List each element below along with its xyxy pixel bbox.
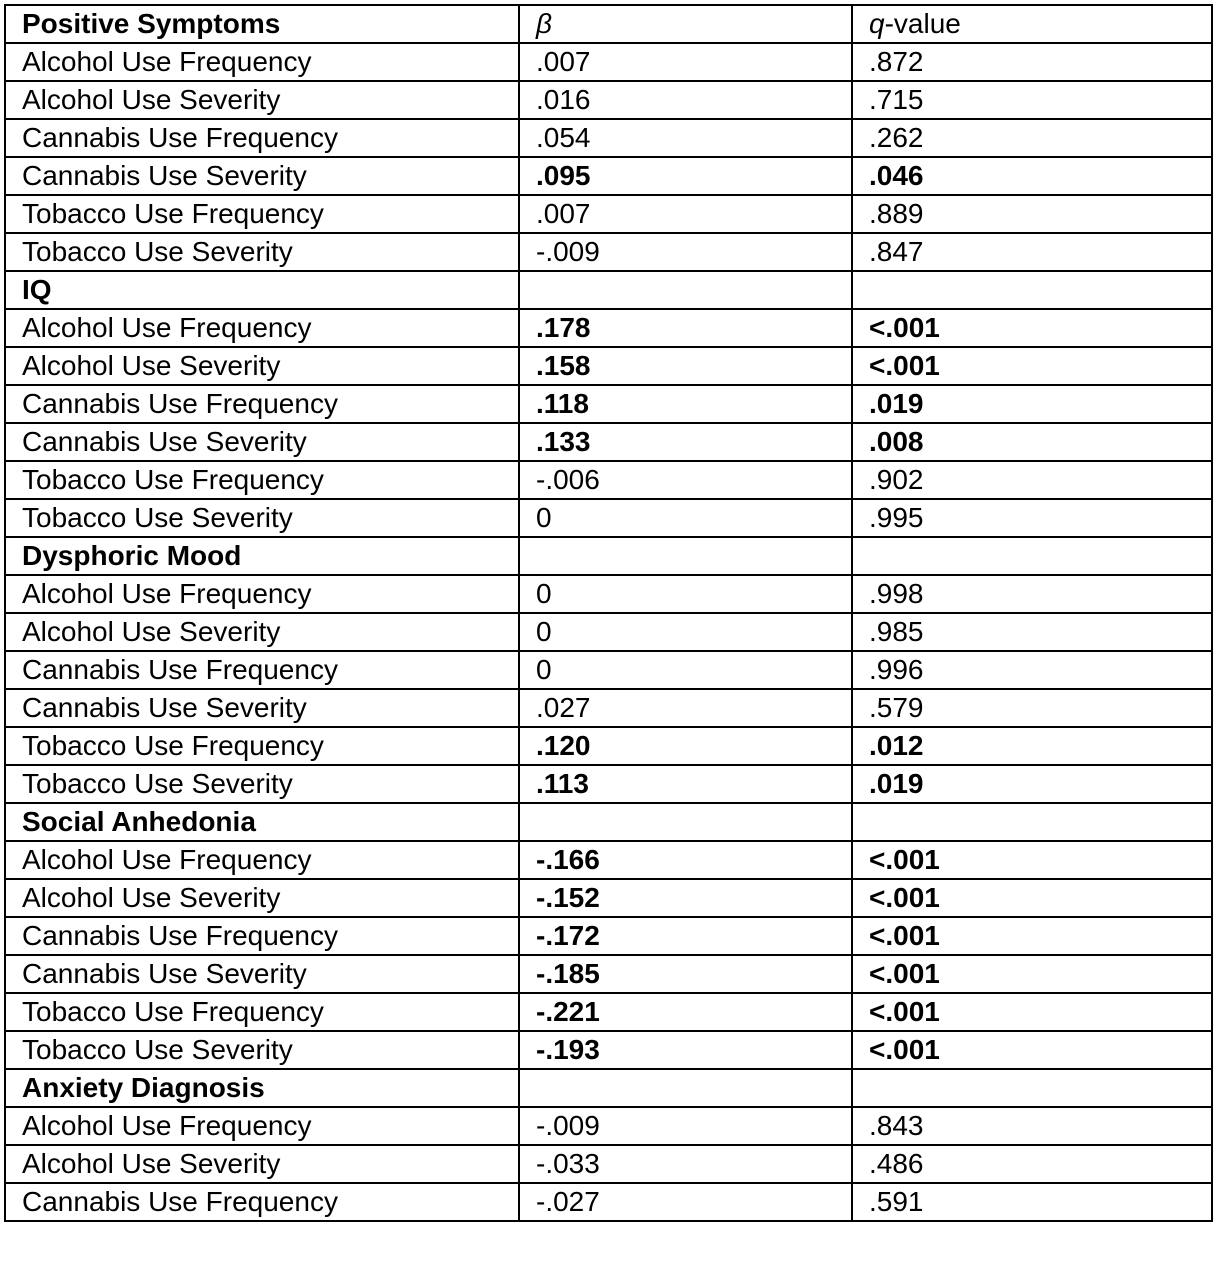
table-row xyxy=(5,119,1212,157)
empty-cell xyxy=(519,537,852,575)
q-value: .872 xyxy=(852,43,1212,81)
q-value: .996 xyxy=(852,651,1212,689)
q-value: .579 xyxy=(852,689,1212,727)
predictor-label: Alcohol Use Frequency xyxy=(5,309,519,347)
table-row xyxy=(5,385,1212,423)
section-header-row xyxy=(5,271,1212,309)
q-value: .985 xyxy=(852,613,1212,651)
q-value: <.001 xyxy=(852,993,1212,1031)
beta-value: -.033 xyxy=(519,1145,852,1183)
predictor-label: Cannabis Use Severity xyxy=(5,157,519,195)
q-value-column-header xyxy=(852,5,1212,43)
beta-value: .027 xyxy=(519,689,852,727)
table-row xyxy=(5,347,1212,385)
beta-value: .120 xyxy=(519,727,852,765)
beta-column-header xyxy=(519,5,852,43)
q-value: .715 xyxy=(852,81,1212,119)
table-row xyxy=(5,81,1212,119)
results-table xyxy=(4,4,1213,1222)
q-value: .486 xyxy=(852,1145,1212,1183)
section-title: Anxiety Diagnosis xyxy=(5,1069,519,1107)
beta-value: -.166 xyxy=(519,841,852,879)
predictor-label: Cannabis Use Frequency xyxy=(5,917,519,955)
q-value: <.001 xyxy=(852,955,1212,993)
section-title: Social Anhedonia xyxy=(5,803,519,841)
q-value: <.001 xyxy=(852,879,1212,917)
empty-cell xyxy=(519,271,852,309)
q-value: <.001 xyxy=(852,841,1212,879)
predictor-label: Cannabis Use Frequency xyxy=(5,651,519,689)
beta-value: 0 xyxy=(519,499,852,537)
predictor-label: Cannabis Use Severity xyxy=(5,423,519,461)
beta-value: .118 xyxy=(519,385,852,423)
predictor-label: Cannabis Use Frequency xyxy=(5,119,519,157)
q-value: <.001 xyxy=(852,1031,1212,1069)
q-value: .843 xyxy=(852,1107,1212,1145)
predictor-label: Alcohol Use Severity xyxy=(5,1145,519,1183)
q-value: .046 xyxy=(852,157,1212,195)
beta-value: -.027 xyxy=(519,1183,852,1221)
predictor-label: Alcohol Use Frequency xyxy=(5,1107,519,1145)
beta-value: .007 xyxy=(519,43,852,81)
predictor-label: Tobacco Use Severity xyxy=(5,765,519,803)
predictor-label: Tobacco Use Frequency xyxy=(5,993,519,1031)
q-value: .902 xyxy=(852,461,1212,499)
table-row xyxy=(5,195,1212,233)
table-header-row xyxy=(5,5,1212,43)
section-title: IQ xyxy=(5,271,519,309)
section-header-row xyxy=(5,1069,1212,1107)
beta-value: .054 xyxy=(519,119,852,157)
empty-cell xyxy=(519,1069,852,1107)
q-value: .998 xyxy=(852,575,1212,613)
q-value: .262 xyxy=(852,119,1212,157)
empty-cell xyxy=(852,537,1212,575)
beta-value: .178 xyxy=(519,309,852,347)
q-value: .012 xyxy=(852,727,1212,765)
q-letter: q xyxy=(869,8,885,39)
table-row xyxy=(5,233,1212,271)
beta-value: .113 xyxy=(519,765,852,803)
beta-value: 0 xyxy=(519,651,852,689)
table-row xyxy=(5,461,1212,499)
beta-value: -.172 xyxy=(519,917,852,955)
beta-value: 0 xyxy=(519,613,852,651)
beta-value: -.193 xyxy=(519,1031,852,1069)
empty-cell xyxy=(852,1069,1212,1107)
table-row xyxy=(5,575,1212,613)
table-row xyxy=(5,993,1212,1031)
predictor-label: Alcohol Use Severity xyxy=(5,613,519,651)
table-row xyxy=(5,499,1212,537)
table-row xyxy=(5,879,1212,917)
predictor-label: Alcohol Use Frequency xyxy=(5,575,519,613)
predictor-label: Tobacco Use Severity xyxy=(5,233,519,271)
q-value: .591 xyxy=(852,1183,1212,1221)
section-title: Positive Symptoms xyxy=(5,5,519,43)
table-row xyxy=(5,1145,1212,1183)
table-row xyxy=(5,917,1212,955)
beta-value: -.221 xyxy=(519,993,852,1031)
section-title: Dysphoric Mood xyxy=(5,537,519,575)
predictor-label: Tobacco Use Frequency xyxy=(5,461,519,499)
table-row xyxy=(5,727,1212,765)
table-row xyxy=(5,157,1212,195)
empty-cell xyxy=(852,271,1212,309)
table-row xyxy=(5,689,1212,727)
predictor-label: Cannabis Use Severity xyxy=(5,689,519,727)
table-row xyxy=(5,765,1212,803)
beta-symbol: β xyxy=(536,8,552,39)
predictor-label: Alcohol Use Severity xyxy=(5,81,519,119)
beta-value: .158 xyxy=(519,347,852,385)
q-value: .019 xyxy=(852,385,1212,423)
q-value: .889 xyxy=(852,195,1212,233)
q-value: <.001 xyxy=(852,917,1212,955)
table-row xyxy=(5,613,1212,651)
beta-value: 0 xyxy=(519,575,852,613)
section-header-row xyxy=(5,537,1212,575)
table-row xyxy=(5,43,1212,81)
table-row xyxy=(5,1183,1212,1221)
empty-cell xyxy=(852,803,1212,841)
beta-value: .133 xyxy=(519,423,852,461)
table-row xyxy=(5,841,1212,879)
q-value-suffix: -value xyxy=(884,8,961,39)
q-value: .019 xyxy=(852,765,1212,803)
predictor-label: Tobacco Use Frequency xyxy=(5,727,519,765)
beta-value: -.152 xyxy=(519,879,852,917)
results-table-body xyxy=(5,5,1212,1221)
q-value: <.001 xyxy=(852,309,1212,347)
table-row xyxy=(5,423,1212,461)
table-row xyxy=(5,955,1212,993)
beta-value: -.006 xyxy=(519,461,852,499)
q-value: .008 xyxy=(852,423,1212,461)
table-row xyxy=(5,1031,1212,1069)
predictor-label: Alcohol Use Frequency xyxy=(5,841,519,879)
q-value: <.001 xyxy=(852,347,1212,385)
table-row xyxy=(5,651,1212,689)
predictor-label: Tobacco Use Severity xyxy=(5,499,519,537)
beta-value: .007 xyxy=(519,195,852,233)
beta-value: -.009 xyxy=(519,1107,852,1145)
predictor-label: Tobacco Use Frequency xyxy=(5,195,519,233)
q-value: .995 xyxy=(852,499,1212,537)
beta-value: -.009 xyxy=(519,233,852,271)
predictor-label: Cannabis Use Frequency xyxy=(5,385,519,423)
predictor-label: Alcohol Use Severity xyxy=(5,879,519,917)
predictor-label: Tobacco Use Severity xyxy=(5,1031,519,1069)
table-row xyxy=(5,309,1212,347)
beta-value: .016 xyxy=(519,81,852,119)
beta-value: -.185 xyxy=(519,955,852,993)
q-value: .847 xyxy=(852,233,1212,271)
empty-cell xyxy=(519,803,852,841)
predictor-label: Alcohol Use Frequency xyxy=(5,43,519,81)
predictor-label: Alcohol Use Severity xyxy=(5,347,519,385)
predictor-label: Cannabis Use Severity xyxy=(5,955,519,993)
predictor-label: Cannabis Use Frequency xyxy=(5,1183,519,1221)
section-header-row xyxy=(5,803,1212,841)
beta-value: .095 xyxy=(519,157,852,195)
table-row xyxy=(5,1107,1212,1145)
